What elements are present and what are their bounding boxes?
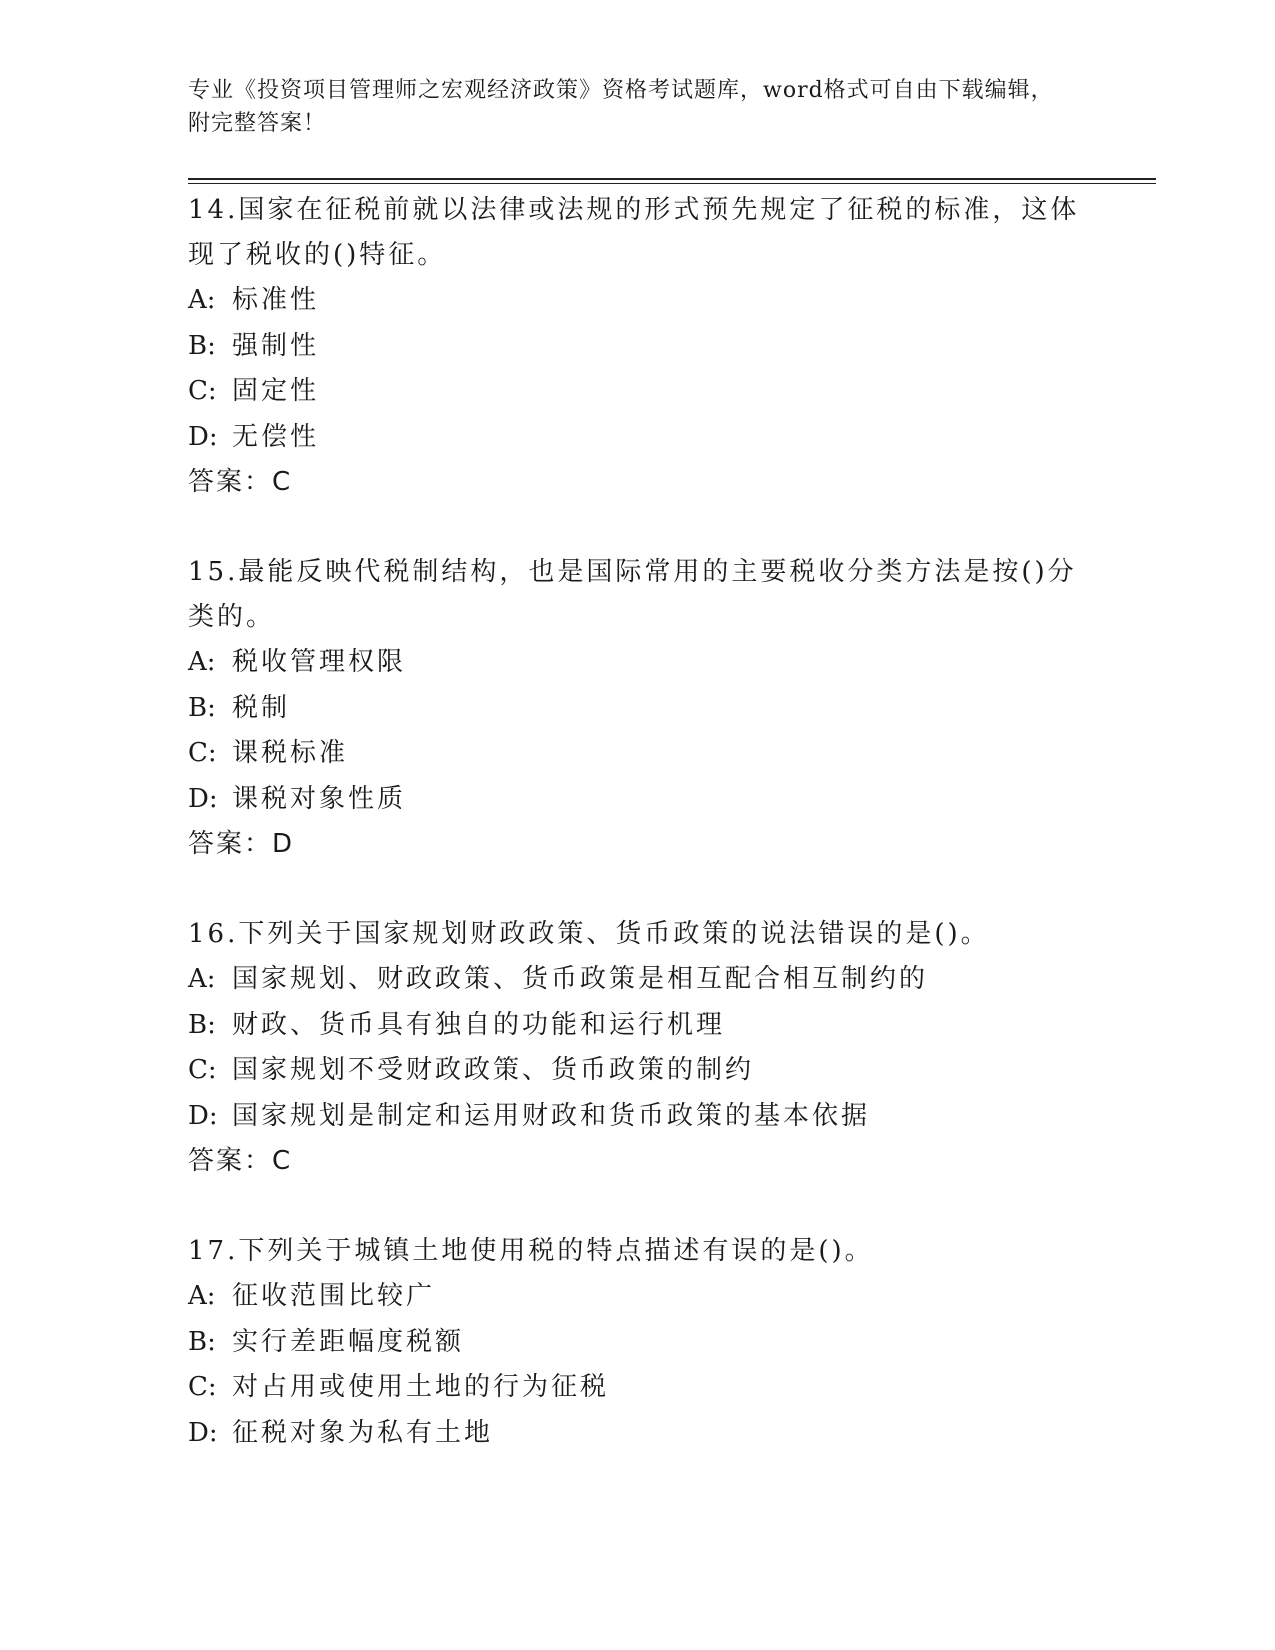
option-c	[188, 1365, 1088, 1411]
document-header: 专业《投资项目管理师之宏观经济政策》资格考试题库，word格式可自由下载编辑，附完整答案！	[188, 78, 1054, 136]
option-key: A:	[188, 964, 216, 994]
option-a	[188, 1274, 1088, 1320]
option-key: A:	[188, 1281, 216, 1311]
option-text: 财政、货币具有独自的功能和运行机理	[232, 1009, 726, 1040]
option-c	[188, 1048, 1088, 1094]
option-key: D:	[188, 421, 218, 452]
option-key: C:	[188, 1055, 217, 1085]
option-text: 固定性	[232, 376, 320, 406]
option-key: C:	[188, 738, 217, 768]
option-key: C:	[188, 1372, 217, 1402]
question-16	[188, 912, 1088, 1184]
answer-line: 答案：C	[188, 467, 293, 497]
option-d	[188, 1094, 1088, 1140]
option-b	[188, 1003, 1088, 1049]
answer-line: 答案：D	[188, 829, 295, 859]
option-text: 税制	[232, 692, 291, 723]
option-text: 无偿性	[232, 421, 320, 452]
option-key: A:	[188, 285, 216, 315]
option-d	[188, 1411, 1088, 1457]
question-list	[188, 188, 1088, 1501]
question-17	[188, 1229, 1088, 1456]
question-text: 17.下列关于城镇土地使用税的特点描述有误的是()。	[188, 1236, 874, 1266]
option-text: 对占用或使用土地的行为征税	[232, 1372, 610, 1402]
option-text: 税收管理权限	[232, 647, 407, 677]
option-d	[188, 415, 1088, 461]
option-a	[188, 278, 1088, 324]
option-key: B:	[188, 1009, 216, 1040]
question-15	[188, 550, 1088, 867]
option-b	[188, 324, 1088, 370]
option-key: B:	[188, 692, 216, 723]
question-text: 14.国家在征税前就以法律或法规的形式预先规定了征税的标准，这体现了税收的()特征。	[188, 195, 1080, 270]
option-c	[188, 369, 1088, 415]
option-key: D:	[188, 783, 218, 814]
option-text: 课税标准	[232, 738, 349, 768]
option-a	[188, 957, 1088, 1003]
option-d	[188, 777, 1088, 823]
option-b	[188, 1320, 1088, 1366]
option-text: 征收范围比较广	[232, 1281, 436, 1311]
question-14	[188, 188, 1088, 505]
option-a	[188, 640, 1088, 686]
header-divider	[188, 178, 1156, 184]
question-text: 15.最能反映代税制结构，也是国际常用的主要税收分类方法是按()分类的。	[188, 557, 1077, 632]
option-key: D:	[188, 1100, 218, 1131]
option-b	[188, 686, 1088, 732]
option-text: 标准性	[232, 285, 320, 315]
option-key: D:	[188, 1417, 218, 1448]
option-text: 强制性	[232, 330, 320, 361]
question-text: 16.下列关于国家规划财政政策、货币政策的说法错误的是()。	[188, 919, 990, 949]
option-c	[188, 731, 1088, 777]
option-text: 征税对象为私有土地	[232, 1417, 494, 1448]
option-text: 课税对象性质	[232, 783, 407, 814]
option-text: 实行差距幅度税额	[232, 1326, 465, 1357]
option-key: B:	[188, 330, 216, 361]
option-key: C:	[188, 376, 217, 406]
answer-line: 答案：C	[188, 1146, 293, 1176]
option-text: 国家规划是制定和运用财政和货币政策的基本依据	[232, 1100, 871, 1131]
option-text: 国家规划、财政政策、货币政策是相互配合相互制约的	[232, 964, 929, 994]
option-key: A:	[188, 647, 216, 677]
option-text: 国家规划不受财政政策、货币政策的制约	[232, 1055, 755, 1085]
option-key: B:	[188, 1326, 216, 1357]
